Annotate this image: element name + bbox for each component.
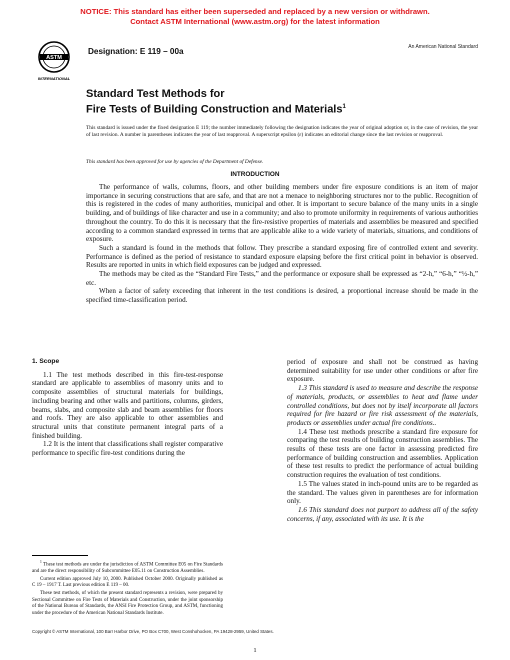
document-title	[86, 88, 446, 116]
scope-paragraph-1-6: 1.6 This standard does not purport to address all of the safety concerns, if any, associated with its use. It is the	[287, 505, 478, 523]
footnote-1-marker: 1	[40, 560, 42, 564]
title-line-2-text: Fire Tests of Building Construction and Materials	[86, 103, 343, 116]
left-column	[32, 358, 223, 458]
issue-note: This standard is issued under the fixed designation E 119; the number immediately following the designation indicates the year of original adoption or, in the case of revision, the year of last revision. A number in parentheses indicates the year of last reapproval. A superscript epsilon (ε) indicates an editorial change since the last revision or reapproval.	[86, 125, 478, 138]
scope-paragraph-1-5: 1.5 The values stated in inch-pound units are to be regarded as the standard. The values given in parentheses are for information only.	[287, 479, 478, 506]
intro-paragraph: Such a standard is found in the methods that follow. They prescribe a standard exposing fire of controlled extent and severity. Performance is defined as the period of resistance to standard exposure elapsing before the first critical point in behavior is observed. Results are reported in units in which field exposures can be judged and expressed.	[86, 243, 478, 270]
page-number: 1	[253, 647, 257, 654]
scope-paragraph-1-3: 1.3 This standard is used to measure and describe the response of materials, products, or assemblies to heat and flame under controlled conditions, but does not by itself incorporate all factors required for fire hazard or fire risk assessment of the materials, products or assemblies under actual fire conditions..	[287, 384, 478, 427]
footnote-3: These test methods, of which the present standard represents a revision, were prepared by Sectional Committee on Fire Tests of Materials and Construction, under the joint sponsorship of the National Bureau of Standards, the ANSI Fire Protection Group, and ASTM, functioning under the procedure of the American National Standards Institute.	[32, 591, 223, 616]
footnote-2: Current edition approved July 10, 2000. Published October 2000. Originally published as C 19 – 1917 T. Last previous edition E 119 – 00.	[32, 576, 223, 589]
introduction-heading: INTRODUCTION	[230, 171, 280, 178]
notice-line-1: NOTICE: This standard has either been superseded and replaced by a new version or withdrawn.	[80, 7, 430, 16]
american-national-standard: An American National Standard	[408, 44, 478, 50]
scope-paragraph-1-2: 1.2 It is the intent that classifications shall register comparative performance to specific fire-test conditions during the	[32, 440, 223, 458]
title-line-2	[86, 101, 446, 116]
intro-paragraph: When a factor of safety exceeding that inherent in the test conditions is desired, a proportional increase should be made in the specified time-classification period.	[86, 287, 478, 305]
copyright: Copyright © ASTM International, 100 Barr Harbor Drive, PO Box C700, West Conshohocken, PA 19428-2959, United States.	[32, 629, 274, 634]
scope-heading: 1. Scope	[32, 358, 60, 365]
logo-text: ASTM	[46, 55, 62, 61]
footnotes	[32, 559, 223, 618]
intro-paragraph: The methods may be cited as the “Standard Fire Tests,” and the performance or exposure shall be expressed as “2-h,” “6-h,” “½-h,” etc.	[86, 270, 478, 287]
scope-paragraph-1-4: 1.4 These test methods prescribe a standard fire exposure for comparing the test results of building construction assemblies. The results of these tests are one factor in assessing predicted fire performance of building construction and assemblies. Application of these test results to predict the performance of actual building construction requires the evaluation of test conditions.	[287, 427, 478, 480]
introduction-body	[86, 183, 478, 305]
right-column	[287, 358, 478, 523]
title-line-1: Standard Test Methods for	[86, 88, 225, 100]
scope-paragraph-1-1: 1.1 The test methods described in this fire-test-response standard are applicable to assemblies of masonry units and to composite assemblies of structural materials for buildings, including bearing and other walls and partitions, columns, girders, beams, slabs, and composite slab and beam assemblies for floors and roofs. They are also applicable to other assemblies and structural units that constitute permanent integral parts of a finished building.	[32, 370, 223, 440]
withdrawal-notice	[0, 7, 510, 27]
logo-subtext: INTERNATIONAL	[37, 76, 71, 81]
footnote-1	[32, 559, 223, 575]
notice-line-2: Contact ASTM International (www.astm.org) for the latest information	[130, 17, 380, 26]
title-footnote-marker: 1	[342, 103, 346, 110]
intro-paragraph: The performance of walls, columns, floors, and other building members under fire exposure conditions is an item of major importance in securing constructions that are safe, and that are not a menace to neighboring structures nor to the public. Recognition of this is registered in the codes of many authorities, municipal and other. It is important to secure balance of the many units in a single building, and of buildings of like character and use in a community; and also to promote uniformity in requirements of various authorities throughout the country. To do this it is necessary that the fire-resistive properties of materials and assemblies be measured and specified according to a common standard expressed in terms that are applicable alike to a wide variety of materials, situations, and conditions of exposure.	[86, 183, 478, 244]
footnote-divider	[32, 555, 88, 556]
scope-paragraph-1-2-continued: period of exposure and shall not be construed as having determined suitability for use under other conditions or after fire exposure.	[287, 358, 478, 384]
designation: Designation: E 119 – 00a	[88, 47, 184, 56]
defense-note: This standard has been approved for use by agencies of the Department of Defense.	[86, 159, 264, 165]
footnote-1-text: These test methods are under the jurisdiction of ASTM Committee E05 on Fire Standards and are the direct responsibility of Subcommittee E05.11 on Construction Assemblies.	[32, 562, 223, 575]
astm-logo-icon	[36, 40, 72, 84]
